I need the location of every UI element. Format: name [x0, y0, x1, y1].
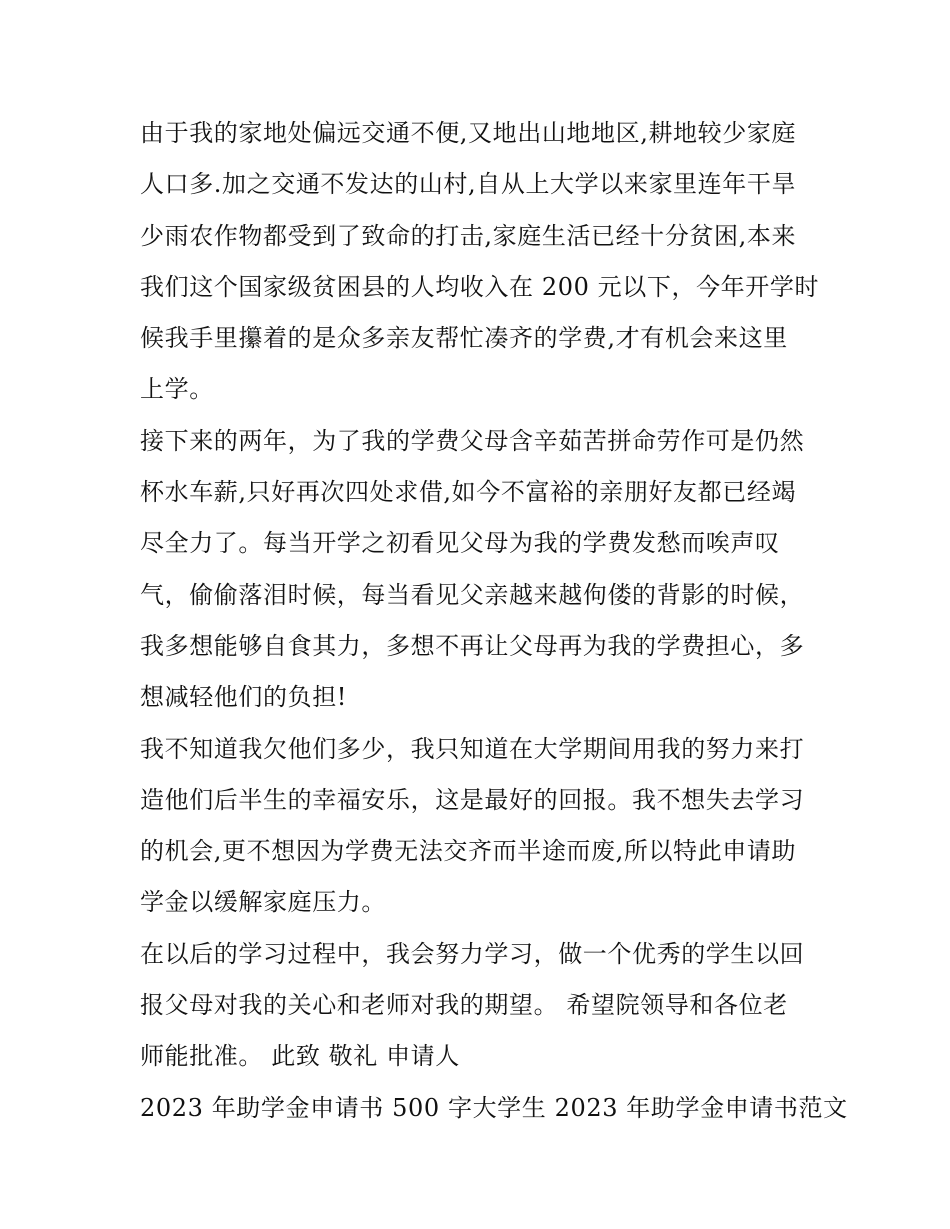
text-line: 在以后的学习过程中，我会努力学习，做一个优秀的学生以回 [140, 939, 805, 968]
text-line: 我们这个国家级贫困县的人均收入在 200 元以下，今年开学时 [140, 272, 820, 301]
text-line: 师能批准。 此致 敬礼 申请人 [140, 1042, 460, 1071]
text-line: 接下来的两年，为了我的学费父母含辛茹苦拼命劳作可是仍然 [140, 426, 805, 455]
text-line: 学金以缓解家庭压力。 [140, 888, 386, 917]
text-line: 我不知道我欠他们多少，我只知道在大学期间用我的努力来打 [140, 734, 805, 763]
text-line: 我多想能够自食其力，多想不再让父母再为我的学费担心，多 [140, 631, 805, 660]
text-line: 少雨农作物都受到了致命的打击,家庭生活已经十分贫困,本来 [140, 221, 797, 250]
text-line: 造他们后半生的幸福安乐，这是最好的回报。我不想失去学习 [140, 785, 805, 814]
document-body [140, 108, 848, 1134]
text-line: 报父母对我的关心和老师对我的期望。 希望院领导和各位老 [140, 991, 788, 1020]
text-line: 上学。 [140, 375, 214, 404]
text-line: 2023 年助学金申请书 500 字大学生 2023 年助学金申请书范文 [140, 1093, 848, 1122]
text-line: 尽全力了。每当开学之初看见父母为我的学费发愁而唉声叹 [140, 529, 780, 558]
text-line: 杯水车薪,只好再次四处求借,如今不富裕的亲朋好友都已经竭 [140, 478, 797, 507]
text-line: 的机会,更不想因为学费无法交齐而半途而废,所以特此申请助 [140, 837, 797, 866]
text-line: 想减轻他们的负担! [140, 683, 348, 712]
text-line: 由于我的家地处偏远交通不便,又地出山地地区,耕地较少家庭 [140, 119, 797, 147]
text-line: 气，偷偷落泪时候，每当看见父亲越来越佝偻的背影的时候， [140, 580, 805, 609]
text-line: 候我手里攥着的是众多亲友帮忙凑齐的学费,才有机会来这里 [140, 324, 788, 353]
text-line: 人口多.加之交通不发达的山村,自从上大学以来家里连年干旱 [140, 170, 797, 199]
